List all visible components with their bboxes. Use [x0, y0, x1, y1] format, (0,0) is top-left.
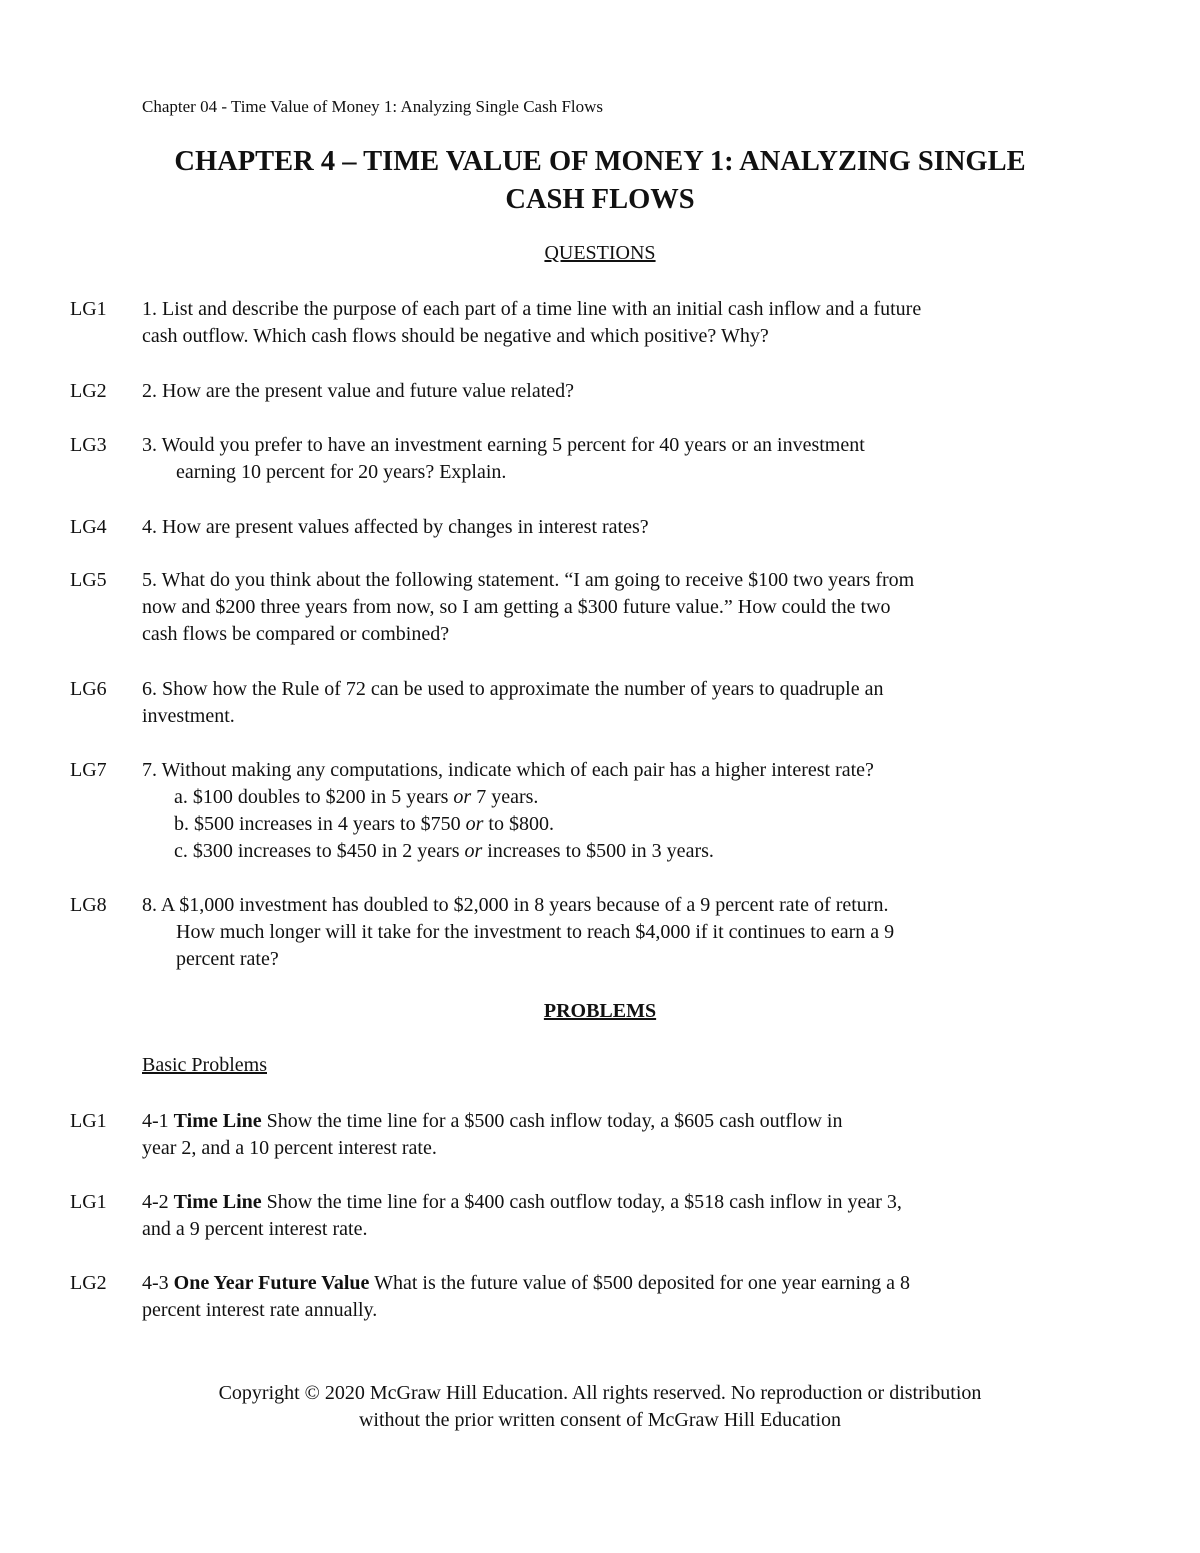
lg-label: LG2: [70, 1272, 107, 1294]
question-1: [142, 296, 1058, 350]
question-5: [142, 567, 1058, 648]
question-6: [142, 676, 1058, 730]
question-line: 3. Would you prefer to have an investment earning 5 percent for 40 years or an investment: [142, 434, 865, 456]
question-line: How much longer will it take for the investment to reach $4,000 if it continues to earn a 9: [176, 921, 895, 943]
footer-line1: Copyright © 2020 McGraw Hill Education. All rights reserved. No reproduction or distribution: [218, 1382, 982, 1404]
question-line: 8. A $1,000 investment has doubled to $2,000 in 8 years because of a 9 percent rate of return.: [142, 894, 889, 916]
running-header: Chapter 04 - Time Value of Money 1: Analyzing Single Cash Flows: [142, 97, 604, 116]
question-line: cash flows be compared or combined?: [142, 623, 450, 645]
question-line: cash outflow. Which cash flows should be negative and which positive? Why?: [142, 325, 769, 347]
problem-number: 4-2: [142, 1191, 174, 1213]
lg-label: LG1: [70, 1191, 107, 1213]
lg-label: LG7: [70, 759, 107, 781]
problem-name: Time Line: [173, 1191, 262, 1213]
question-line: now and $200 three years from now, so I am getting a $300 future value.” How could the two: [142, 596, 891, 618]
question-line: 2. How are the present value and future value related?: [142, 380, 575, 402]
emphasis-or: or: [465, 813, 484, 835]
subquestion-text: c. $300 increases to $450 in 2 years: [174, 840, 465, 862]
chapter-title: [100, 143, 1100, 219]
question-line: earning 10 percent for 20 years? Explain.: [176, 461, 507, 483]
problem-4-3: [142, 1270, 1058, 1324]
problem-text: Show the time line for a $400 cash outflow today, a $518 cash inflow in year 3,: [261, 1191, 902, 1213]
lg-label: LG3: [70, 434, 107, 456]
lg-label: LG2: [70, 380, 107, 402]
lg-label: LG1: [70, 298, 107, 320]
question-line: 4. How are present values affected by changes in interest rates?: [142, 516, 649, 538]
subquestion-text: increases to $500 in 3 years.: [482, 840, 714, 862]
emphasis-or: or: [453, 786, 472, 808]
question-line: 6. Show how the Rule of 72 can be used to approximate the number of years to quadruple an: [142, 678, 884, 700]
lg-label: LG6: [70, 678, 107, 700]
problem-line: [142, 1270, 1058, 1297]
subquestion-text: a. $100 doubles to $200 in 5 years: [174, 786, 454, 808]
problem-text: Show the time line for a $500 cash inflow today, a $605 cash outflow in: [261, 1110, 843, 1132]
problem-line: percent interest rate annually.: [142, 1299, 378, 1321]
chapter-title-line1: CHAPTER 4 – TIME VALUE OF MONEY 1: ANALYZING SINGLE: [174, 146, 1026, 177]
chapter-title-line2: CASH FLOWS: [505, 184, 695, 215]
questions-heading: QUESTIONS: [544, 242, 656, 264]
problem-line: [142, 1189, 1058, 1216]
basic-problems-heading: Basic Problems: [142, 1054, 267, 1076]
lg-label: LG8: [70, 894, 107, 916]
question-4: [142, 514, 1058, 541]
question-7: [142, 757, 1058, 865]
footer-line2: without the prior written consent of McGraw Hill Education: [358, 1409, 842, 1431]
problem-text: What is the future value of $500 deposited for one year earning a 8: [369, 1272, 910, 1294]
emphasis-or: or: [464, 840, 483, 862]
problem-number: 4-1: [142, 1110, 174, 1132]
subquestion-text: b. $500 increases in 4 years to $750: [174, 813, 466, 835]
problem-name: Time Line: [173, 1110, 262, 1132]
subquestion-text: to $800.: [483, 813, 554, 835]
question-2: [142, 378, 1058, 405]
lg-label: LG1: [70, 1110, 107, 1132]
question-line: investment.: [142, 705, 235, 727]
problem-name: One Year Future Value: [173, 1272, 370, 1294]
problem-line: [142, 1108, 1058, 1135]
subquestion-c: [142, 838, 1058, 865]
problem-4-1: [142, 1108, 1058, 1162]
question-line: 1. List and describe the purpose of each part of a time line with an initial cash inflow and a future: [142, 298, 922, 320]
copyright-footer: [100, 1380, 1100, 1434]
subquestion-text: 7 years.: [471, 786, 539, 808]
question-line: percent rate?: [176, 948, 279, 970]
problem-line: year 2, and a 10 percent interest rate.: [142, 1137, 437, 1159]
subquestion-b: [142, 811, 1058, 838]
subquestion-a: [142, 784, 1058, 811]
problems-heading: PROBLEMS: [543, 1000, 657, 1022]
question-line: 7. Without making any computations, indicate which of each pair has a higher interest rate?: [142, 759, 874, 781]
question-3: [142, 432, 1058, 486]
lg-label: LG4: [70, 516, 107, 538]
lg-label: LG5: [70, 569, 107, 591]
question-8: [142, 892, 1058, 973]
problem-4-2: [142, 1189, 1058, 1243]
problem-line: and a 9 percent interest rate.: [142, 1218, 368, 1240]
problem-number: 4-3: [142, 1272, 174, 1294]
question-line: 5. What do you think about the following statement. “I am going to receive $100 two years from: [142, 569, 915, 591]
